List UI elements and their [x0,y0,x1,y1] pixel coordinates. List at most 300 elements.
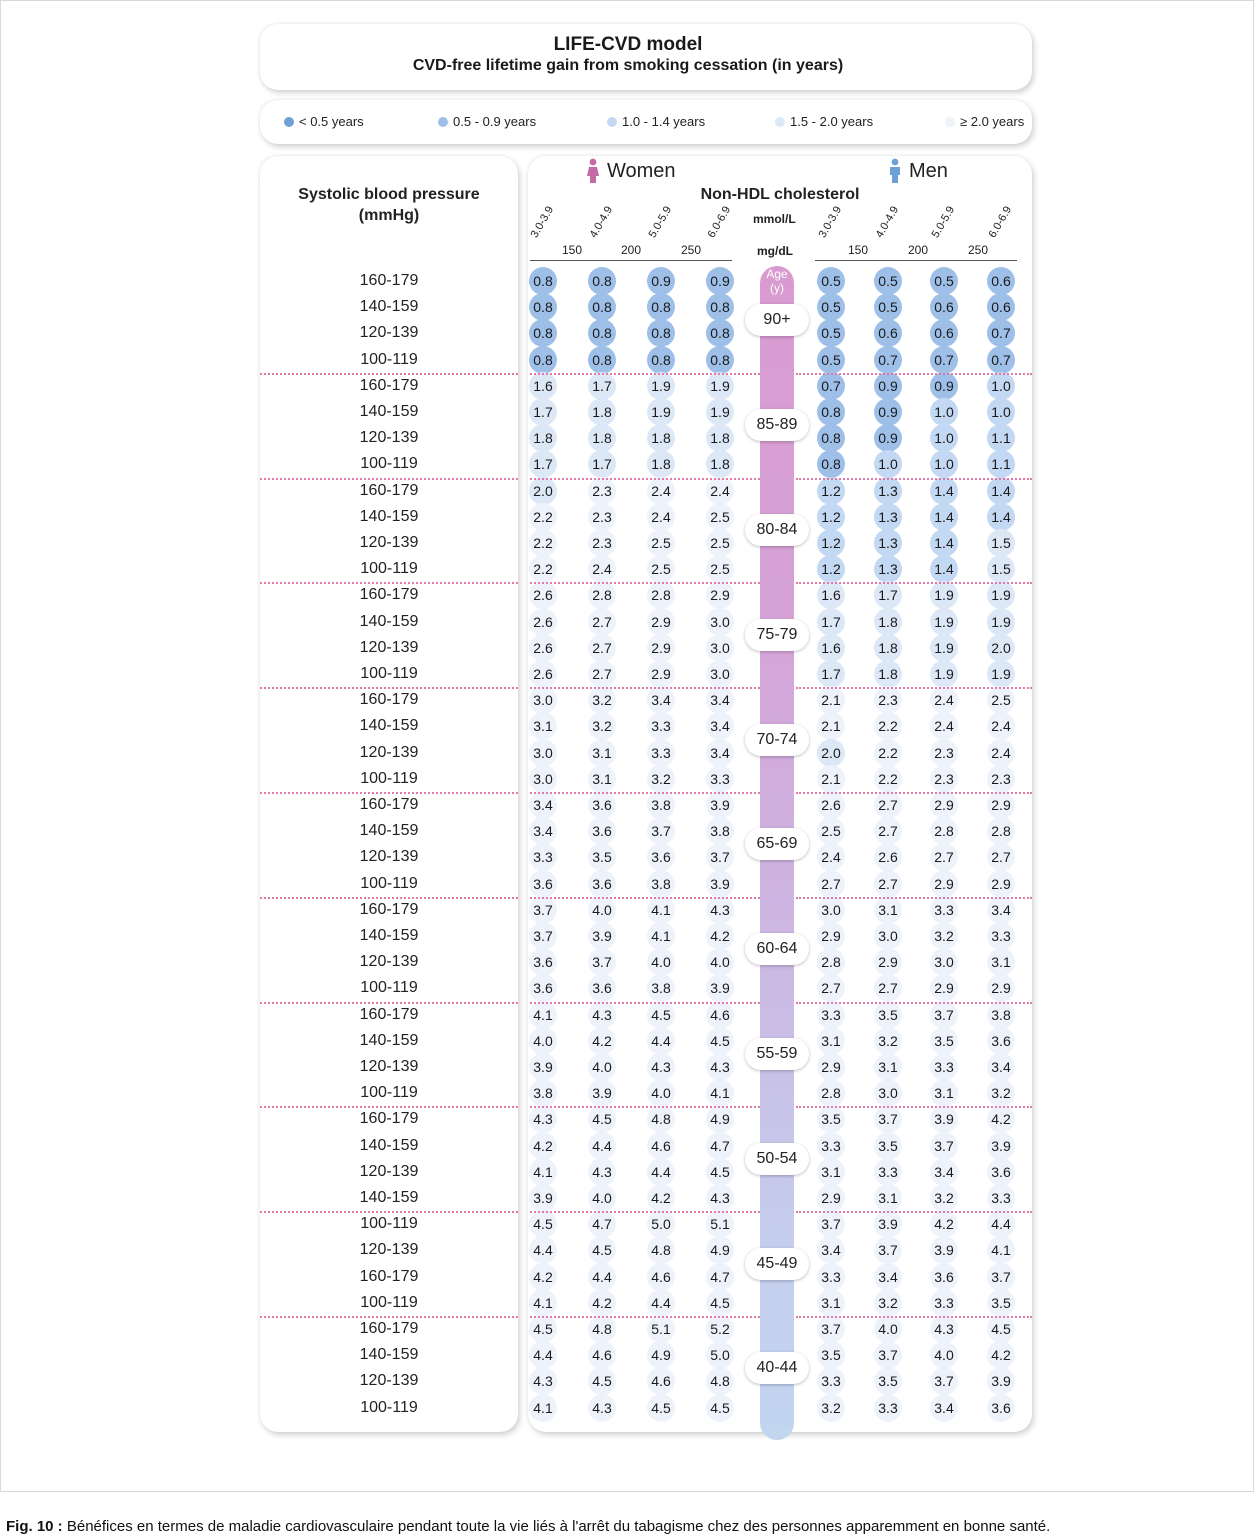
women-value-cell: 0.8 [647,293,675,321]
figure-caption [6,1518,1050,1535]
men-value-cell: 3.2 [874,1289,902,1317]
women-value-cell: 1.7 [529,398,557,426]
women-value-cell: 2.6 [529,660,557,688]
women-value-cell: 4.3 [647,1053,675,1081]
men-value-cell: 3.7 [874,1236,902,1264]
women-value-cell: 2.2 [529,555,557,583]
men-value-cell: 2.9 [817,1053,845,1081]
women-value-cell: 1.6 [529,372,557,400]
men-value-cell: 0.6 [930,319,958,347]
women-value-cell: 3.9 [588,922,616,950]
sbp-row-label: 140-159 [359,612,419,630]
women-value-cell: 0.9 [706,267,734,295]
men-value-cell: 3.1 [987,948,1015,976]
men-value-cell: 2.9 [817,922,845,950]
women-value-cell: 4.7 [706,1132,734,1160]
legend-item [284,114,364,129]
men-value-cell: 1.6 [817,634,845,662]
men-value-cell: 0.5 [817,346,845,374]
men-value-cell: 2.6 [874,843,902,871]
women-value-cell: 2.2 [529,503,557,531]
women-value-cell: 4.0 [588,896,616,924]
women-value-cell: 4.5 [588,1236,616,1264]
women-value-cell: 2.7 [588,634,616,662]
caption-label: Fig. 10 : [6,1518,63,1535]
men-value-cell: 0.6 [930,293,958,321]
group-separator [260,1211,518,1213]
men-value-cell: 1.9 [987,581,1015,609]
women-value-cell: 4.1 [529,1289,557,1317]
legend-swatch [775,117,785,127]
women-value-cell: 3.0 [529,739,557,767]
women-value-cell: 4.8 [647,1236,675,1264]
women-value-cell: 4.0 [588,1053,616,1081]
group-separator [796,1211,1032,1213]
men-value-cell: 2.8 [817,948,845,976]
men-value-cell: 3.3 [874,1158,902,1186]
women-value-cell: 4.5 [706,1394,734,1422]
men-value-cell: 3.6 [987,1158,1015,1186]
men-value-cell: 1.8 [874,634,902,662]
men-value-cell: 3.0 [874,922,902,950]
men-value-cell: 1.7 [874,581,902,609]
men-value-cell: 3.2 [930,1184,958,1212]
men-value-cell: 1.2 [817,529,845,557]
men-value-cell: 1.9 [930,660,958,688]
men-value-cell: 2.5 [817,817,845,845]
sbp-row-label: 160-179 [359,900,419,918]
men-value-cell: 3.3 [817,1263,845,1291]
legend-swatch [945,117,955,127]
women-value-cell: 1.9 [706,398,734,426]
cholesterol-mmol-tick: 4.0-4.9 [873,204,902,240]
men-value-cell: 4.5 [987,1315,1015,1343]
caption-text: Bénéfices en termes de maladie cardiovasculaire pendant toute la vie liés à l'arrêt du tabagisme chez des personnes apparemment en bonne santé. [62,1518,1051,1535]
women-value-cell: 0.8 [529,346,557,374]
women-value-cell: 3.8 [647,870,675,898]
women-value-cell: 3.4 [529,791,557,819]
group-separator [530,687,760,689]
age-group-label: 80-84 [745,514,809,546]
women-value-cell: 4.7 [588,1210,616,1238]
women-value-cell: 5.1 [706,1210,734,1238]
women-value-cell: 4.5 [529,1315,557,1343]
men-value-cell: 3.3 [930,896,958,924]
men-value-cell: 1.9 [987,608,1015,636]
men-value-cell: 3.4 [930,1158,958,1186]
women-value-cell: 2.6 [529,608,557,636]
women-value-cell: 4.1 [647,896,675,924]
women-value-cell: 2.4 [647,503,675,531]
legend-label: 0.5 - 0.9 years [453,114,537,129]
sbp-row-label: 100-119 [360,1398,418,1416]
men-value-cell: 0.5 [817,293,845,321]
men-value-cell: 2.7 [817,870,845,898]
group-separator [260,373,518,375]
men-value-cell: 2.2 [874,765,902,793]
women-value-cell: 1.9 [647,398,675,426]
women-value-cell: 3.9 [588,1079,616,1107]
sbp-row-label: 160-179 [359,272,419,289]
men-value-cell: 0.5 [874,267,902,295]
cholesterol-mgdl-tick: 150 [848,243,869,257]
men-value-cell: 0.9 [874,372,902,400]
men-value-cell: 1.6 [817,581,845,609]
women-value-cell: 0.8 [588,319,616,347]
women-value-cell: 4.8 [647,1105,675,1133]
sbp-row-label: 120-139 [359,848,419,866]
women-value-cell: 2.5 [706,503,734,531]
group-separator [260,687,518,689]
men-value-cell: 3.0 [874,1079,902,1107]
men-value-cell: 2.6 [817,791,845,819]
women-value-cell: 3.9 [706,870,734,898]
women-value-cell: 4.3 [588,1001,616,1029]
men-value-cell: 2.8 [987,817,1015,845]
men-value-cell: 1.9 [930,634,958,662]
age-label: Age [766,267,788,281]
women-value-cell: 4.3 [588,1158,616,1186]
men-value-cell: 1.5 [987,555,1015,583]
men-value-cell: 0.9 [874,424,902,452]
group-separator [530,1106,760,1108]
men-value-cell: 3.3 [930,1053,958,1081]
men-value-cell: 3.2 [874,1027,902,1055]
women-value-cell: 4.2 [647,1184,675,1212]
women-value-cell: 4.2 [706,922,734,950]
men-value-cell: 0.5 [930,267,958,295]
women-value-cell: 3.6 [588,974,616,1002]
women-value-cell: 2.9 [647,634,675,662]
women-value-cell: 1.7 [588,372,616,400]
women-value-cell: 3.6 [588,817,616,845]
women-value-cell: 3.4 [706,686,734,714]
men-value-cell: 2.8 [930,817,958,845]
age-group-label: 90+ [745,304,809,336]
age-group-label: 50-54 [745,1143,809,1175]
women-value-cell: 3.8 [647,791,675,819]
group-separator [530,1002,760,1004]
men-value-cell: 2.5 [987,686,1015,714]
men-value-cell: 3.6 [930,1263,958,1291]
sbp-row-label: 140-159 [359,822,419,840]
women-value-cell: 1.8 [588,398,616,426]
age-unit-label: (y) [770,281,784,295]
men-value-cell: 1.1 [987,450,1015,478]
women-value-cell: 4.1 [529,1158,557,1186]
sbp-row-label: 100-119 [360,350,418,368]
men-value-cell: 1.9 [930,581,958,609]
men-value-cell: 3.4 [874,1263,902,1291]
women-value-cell: 3.6 [529,948,557,976]
men-value-cell: 0.6 [874,319,902,347]
men-value-cell: 1.4 [930,477,958,505]
men-value-cell: 0.9 [930,372,958,400]
women-value-cell: 0.8 [588,267,616,295]
women-value-cell: 5.1 [647,1315,675,1343]
sbp-row-label: 120-139 [359,953,419,971]
women-value-cell: 0.8 [706,346,734,374]
age-group-label: 45-49 [745,1248,809,1280]
cholesterol-mgdl-tick: 200 [621,243,642,257]
sbp-row-label: 160-179 [359,1005,419,1023]
group-separator [530,792,760,794]
sbp-row-label: 160-179 [359,796,419,813]
women-value-cell: 3.0 [706,660,734,688]
men-value-cell: 1.3 [874,503,902,531]
men-value-cell: 2.7 [874,974,902,1002]
men-value-cell: 2.1 [817,686,845,714]
legend-label: 1.0 - 1.4 years [622,114,706,129]
men-value-cell: 3.1 [874,1184,902,1212]
men-value-cell: 0.8 [817,398,845,426]
women-value-cell: 3.7 [529,922,557,950]
cholesterol-mgdl-tick: 250 [968,243,989,257]
legend-label: 1.5 - 2.0 years [790,114,874,129]
women-value-cell: 2.9 [706,581,734,609]
men-value-cell: 1.3 [874,555,902,583]
sbp-row-label: 140-159 [359,403,419,420]
men-value-cell: 0.7 [987,319,1015,347]
men-value-cell: 3.7 [817,1210,845,1238]
men-value-cell: 4.2 [987,1105,1015,1133]
men-value-cell: 2.7 [930,843,958,871]
men-value-cell: 4.1 [987,1236,1015,1264]
men-value-cell: 2.9 [817,1184,845,1212]
women-value-cell: 4.5 [529,1210,557,1238]
women-value-cell: 4.6 [647,1367,675,1395]
group-separator [260,897,518,899]
women-value-cell: 3.0 [706,634,734,662]
men-value-cell: 2.9 [930,974,958,1002]
group-separator [796,1316,1032,1318]
men-value-cell: 3.1 [874,1053,902,1081]
men-value-cell: 2.9 [930,870,958,898]
women-value-cell: 1.8 [647,424,675,452]
legend-swatch [438,117,448,127]
sbp-row-label: 160-179 [359,691,419,709]
men-value-cell: 1.0 [930,450,958,478]
men-value-cell: 3.2 [930,922,958,950]
women-value-cell: 4.0 [647,948,675,976]
women-value-cell: 4.3 [529,1367,557,1395]
mmol-unit-label: mmol/L [753,212,796,226]
men-value-cell: 0.6 [987,267,1015,295]
men-value-cell: 3.7 [930,1001,958,1029]
women-value-cell: 4.9 [706,1105,734,1133]
age-group-label: 70-74 [745,724,809,756]
cholesterol-axis-line [815,260,1017,261]
women-value-cell: 2.7 [588,660,616,688]
men-value-cell: 2.8 [817,1079,845,1107]
men-value-cell: 3.7 [930,1132,958,1160]
women-value-cell: 3.9 [706,791,734,819]
sbp-row-label: 160-179 [359,376,419,394]
non-hdl-cholesterol-label: Non-HDL cholesterol [700,186,860,203]
women-value-cell: 0.9 [647,267,675,295]
men-value-cell: 1.2 [817,503,845,531]
women-value-cell: 2.6 [529,581,557,609]
women-value-cell: 1.7 [529,450,557,478]
sbp-row-label: 140-159 [359,717,419,735]
women-value-cell: 4.9 [706,1236,734,1264]
men-value-cell: 3.5 [987,1289,1015,1317]
women-value-cell: 2.3 [588,477,616,505]
men-value-cell: 3.1 [817,1027,845,1055]
women-value-cell: 1.8 [529,424,557,452]
women-value-cell: 3.9 [529,1184,557,1212]
women-value-cell: 4.4 [647,1289,675,1317]
men-value-cell: 3.3 [930,1289,958,1317]
women-value-cell: 4.3 [706,896,734,924]
group-separator [796,373,1032,375]
women-value-cell: 4.7 [706,1263,734,1291]
women-value-cell: 3.7 [647,817,675,845]
women-value-cell: 4.0 [588,1184,616,1212]
sbp-row-label: 100-119 [360,979,418,997]
group-separator [260,478,518,480]
men-value-cell: 2.4 [930,712,958,740]
men-value-cell: 3.2 [987,1079,1015,1107]
legend-item [438,114,536,129]
men-value-cell: 1.7 [817,660,845,688]
men-value-cell: 3.9 [930,1236,958,1264]
women-value-cell: 4.6 [706,1001,734,1029]
women-value-cell: 3.7 [588,948,616,976]
men-value-cell: 2.1 [817,712,845,740]
women-value-cell: 4.5 [647,1394,675,1422]
men-value-cell: 3.1 [874,896,902,924]
women-value-cell: 0.8 [529,293,557,321]
men-value-cell: 2.7 [874,870,902,898]
women-value-cell: 2.0 [529,477,557,505]
legend-item [775,114,873,129]
men-value-cell: 2.4 [987,739,1015,767]
women-value-cell: 0.8 [647,319,675,347]
women-value-cell: 4.1 [529,1394,557,1422]
women-value-cell: 4.2 [529,1263,557,1291]
women-value-cell: 4.6 [647,1132,675,1160]
men-value-cell: 2.2 [874,739,902,767]
men-value-cell: 2.4 [987,712,1015,740]
men-value-cell: 4.3 [930,1315,958,1343]
cholesterol-mmol-tick: 4.0-4.9 [587,204,616,240]
women-value-cell: 4.6 [588,1341,616,1369]
men-value-cell: 1.4 [987,477,1015,505]
cholesterol-mgdl-tick: 200 [908,243,929,257]
men-value-cell: 2.7 [874,791,902,819]
women-value-cell: 3.6 [529,974,557,1002]
women-value-cell: 2.7 [588,608,616,636]
legend-item [945,114,1024,129]
women-value-cell: 3.6 [647,843,675,871]
cholesterol-mmol-tick: 5.0-5.9 [646,204,675,240]
women-value-cell: 4.5 [588,1105,616,1133]
women-value-cell: 1.8 [588,424,616,452]
sbp-row-label: 160-179 [359,586,419,604]
women-value-cell: 3.1 [588,765,616,793]
group-separator [796,1002,1032,1004]
men-value-cell: 0.7 [987,346,1015,374]
women-value-cell: 4.6 [647,1263,675,1291]
women-value-cell: 4.1 [529,1001,557,1029]
women-value-cell: 4.0 [647,1079,675,1107]
group-separator [796,1106,1032,1108]
women-value-cell: 2.5 [706,529,734,557]
group-separator [796,582,1032,584]
group-separator [530,478,760,480]
men-value-cell: 3.7 [817,1315,845,1343]
women-value-cell: 1.8 [647,450,675,478]
legend-swatch [284,117,294,127]
women-value-cell: 2.4 [588,555,616,583]
women-value-cell: 0.8 [706,319,734,347]
men-value-cell: 3.1 [817,1289,845,1317]
men-value-cell: 2.7 [987,843,1015,871]
men-value-cell: 1.0 [930,398,958,426]
women-value-cell: 3.7 [529,896,557,924]
women-value-cell: 3.3 [647,712,675,740]
women-value-cell: 4.4 [588,1263,616,1291]
women-value-cell: 4.1 [647,922,675,950]
women-value-cell: 3.3 [647,739,675,767]
men-value-cell: 2.1 [817,765,845,793]
women-value-cell: 3.8 [529,1079,557,1107]
women-value-cell: 5.0 [706,1341,734,1369]
women-value-cell: 4.4 [529,1236,557,1264]
men-value-cell: 4.0 [930,1341,958,1369]
sbp-row-label: 140-159 [359,927,419,944]
men-value-cell: 2.4 [817,843,845,871]
group-separator [796,897,1032,899]
men-value-cell: 1.5 [987,529,1015,557]
men-value-cell: 3.3 [817,1001,845,1029]
legend-item [607,114,705,129]
women-value-cell: 3.9 [706,974,734,1002]
age-group-label: 40-44 [745,1352,809,1384]
men-value-cell: 3.1 [930,1079,958,1107]
women-value-cell: 4.0 [706,948,734,976]
group-separator [796,792,1032,794]
men-value-cell: 0.7 [817,372,845,400]
women-value-cell: 2.4 [706,477,734,505]
men-value-cell: 1.0 [987,372,1015,400]
sbp-row-label: 120-139 [359,638,419,656]
men-value-cell: 0.5 [817,267,845,295]
sbp-row-label: 120-139 [359,743,419,761]
chart-title: LIFE-CVD model [553,34,703,55]
group-separator [530,373,760,375]
women-value-cell: 3.4 [706,712,734,740]
men-value-cell: 3.4 [987,1053,1015,1081]
men-value-cell: 2.3 [987,765,1015,793]
men-value-cell: 3.8 [987,1001,1015,1029]
men-label: Men [909,160,948,182]
women-value-cell: 2.8 [647,581,675,609]
sbp-row-label: 120-139 [359,1162,419,1180]
men-value-cell: 1.0 [987,398,1015,426]
man-icon [888,158,902,184]
women-value-cell: 4.2 [529,1132,557,1160]
chart-subtitle: CVD-free lifetime gain from smoking cessation (in years) [412,57,844,74]
men-value-cell: 3.6 [987,1027,1015,1055]
age-group-label: 75-79 [745,619,809,651]
men-value-cell: 3.3 [987,922,1015,950]
legend-label: < 0.5 years [299,114,364,129]
men-value-cell: 1.7 [817,608,845,636]
women-value-cell: 3.2 [588,686,616,714]
women-value-cell: 4.3 [529,1105,557,1133]
